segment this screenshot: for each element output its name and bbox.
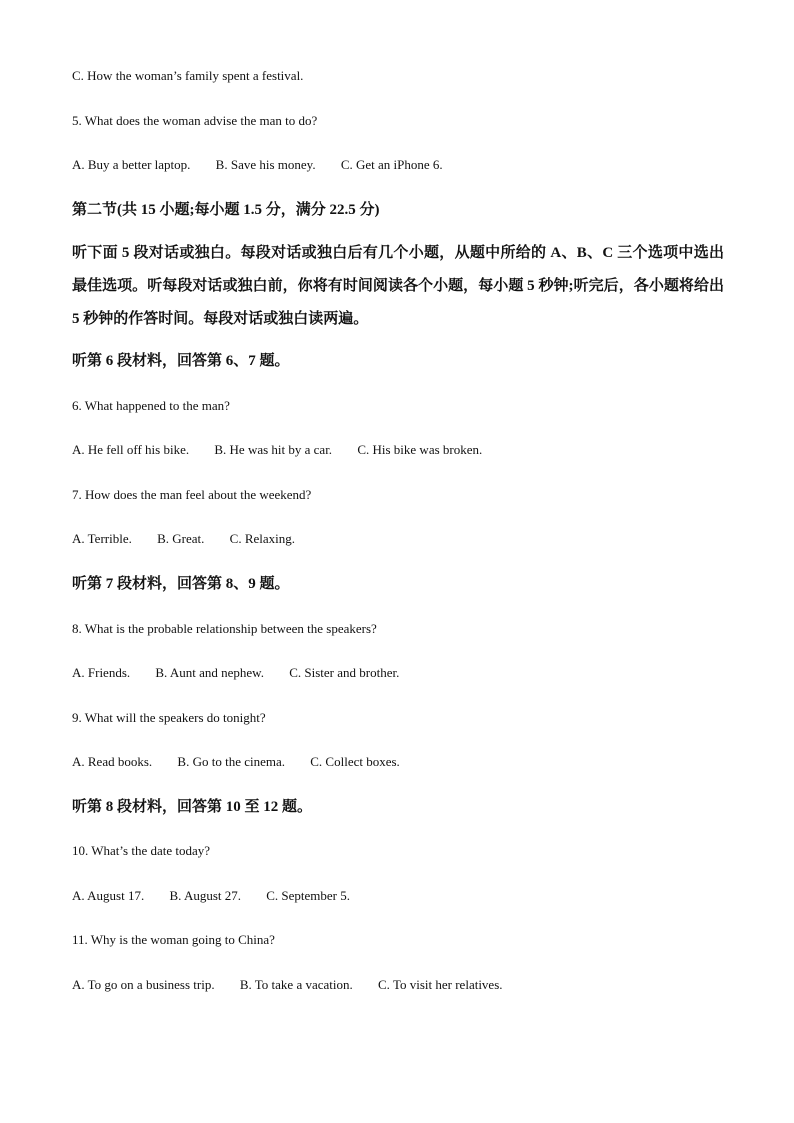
q5-option-a: A. Buy a better laptop. — [72, 157, 191, 172]
question-10-options — [72, 887, 350, 905]
section-2-heading: 第二节(共 15 小题;每小题 1.5 分，满分 22.5 分) — [72, 202, 380, 218]
q8-option-c: C. Sister and brother. — [289, 665, 400, 680]
q6-option-a: A. He fell off his bike. — [72, 442, 190, 457]
q8-option-b: B. Aunt and nephew. — [155, 665, 264, 680]
question-7: 7. How does the man feel about the weekend? — [72, 487, 312, 502]
material-8-heading: 听第 8 段材料，回答第 10 至 12 题。 — [72, 799, 313, 815]
q9-option-a: A. Read books. — [72, 754, 153, 769]
q11-option-a: A. To go on a business trip. — [72, 977, 215, 992]
q10-option-a: A. August 17. — [72, 888, 145, 903]
q6-option-c: C. His bike was broken. — [357, 442, 483, 457]
question-11: 11. Why is the woman going to China? — [72, 932, 275, 947]
q6-option-b: B. He was hit by a car. — [214, 442, 333, 457]
question-6-options — [72, 441, 482, 459]
q9-option-c: C. Collect boxes. — [310, 754, 400, 769]
question-9-options — [72, 753, 400, 771]
q7-option-a: A. Terrible. — [72, 531, 132, 546]
q10-option-c: C. September 5. — [266, 888, 351, 903]
question-8-options — [72, 664, 399, 682]
q4-option-c: C. How the woman’s family spent a festival. — [72, 68, 304, 83]
question-9: 9. What will the speakers do tonight? — [72, 710, 266, 725]
question-5: 5. What does the woman advise the man to do? — [72, 113, 318, 128]
question-7-options — [72, 530, 295, 548]
question-6: 6. What happened to the man? — [72, 398, 230, 413]
question-11-options — [72, 976, 503, 994]
q8-option-a: A. Friends. — [72, 665, 131, 680]
q7-option-b: B. Great. — [157, 531, 205, 546]
section-2-instructions: 听下面 5 段对话或独白。每段对话或独白后有几个小题，从题中所给的 A、B、C 三个选项中选出最佳选项。听每段对话或独白前，你将有时间阅读各个小题，每小题 5 秒钟;听完后，各小题将给出 5 秒钟的作答时间。每段对话或独白读两遍。 — [72, 245, 724, 327]
material-7-heading: 听第 7 段材料，回答第 8、9 题。 — [72, 576, 290, 592]
q5-option-b: B. Save his money. — [215, 157, 316, 172]
q11-option-c: C. To visit her relatives. — [378, 977, 503, 992]
q5-option-c: C. Get an iPhone 6. — [340, 157, 443, 172]
question-10: 10. What’s the date today? — [72, 843, 211, 858]
q7-option-c: C. Relaxing. — [229, 531, 296, 546]
material-6-heading: 听第 6 段材料，回答第 6、7 题。 — [72, 353, 290, 369]
q9-option-b: B. Go to the cinema. — [177, 754, 286, 769]
q11-option-b: B. To take a vacation. — [239, 977, 353, 992]
question-8: 8. What is the probable relationship between the speakers? — [72, 621, 377, 636]
question-5-options — [72, 156, 443, 174]
q10-option-b: B. August 27. — [169, 888, 241, 903]
